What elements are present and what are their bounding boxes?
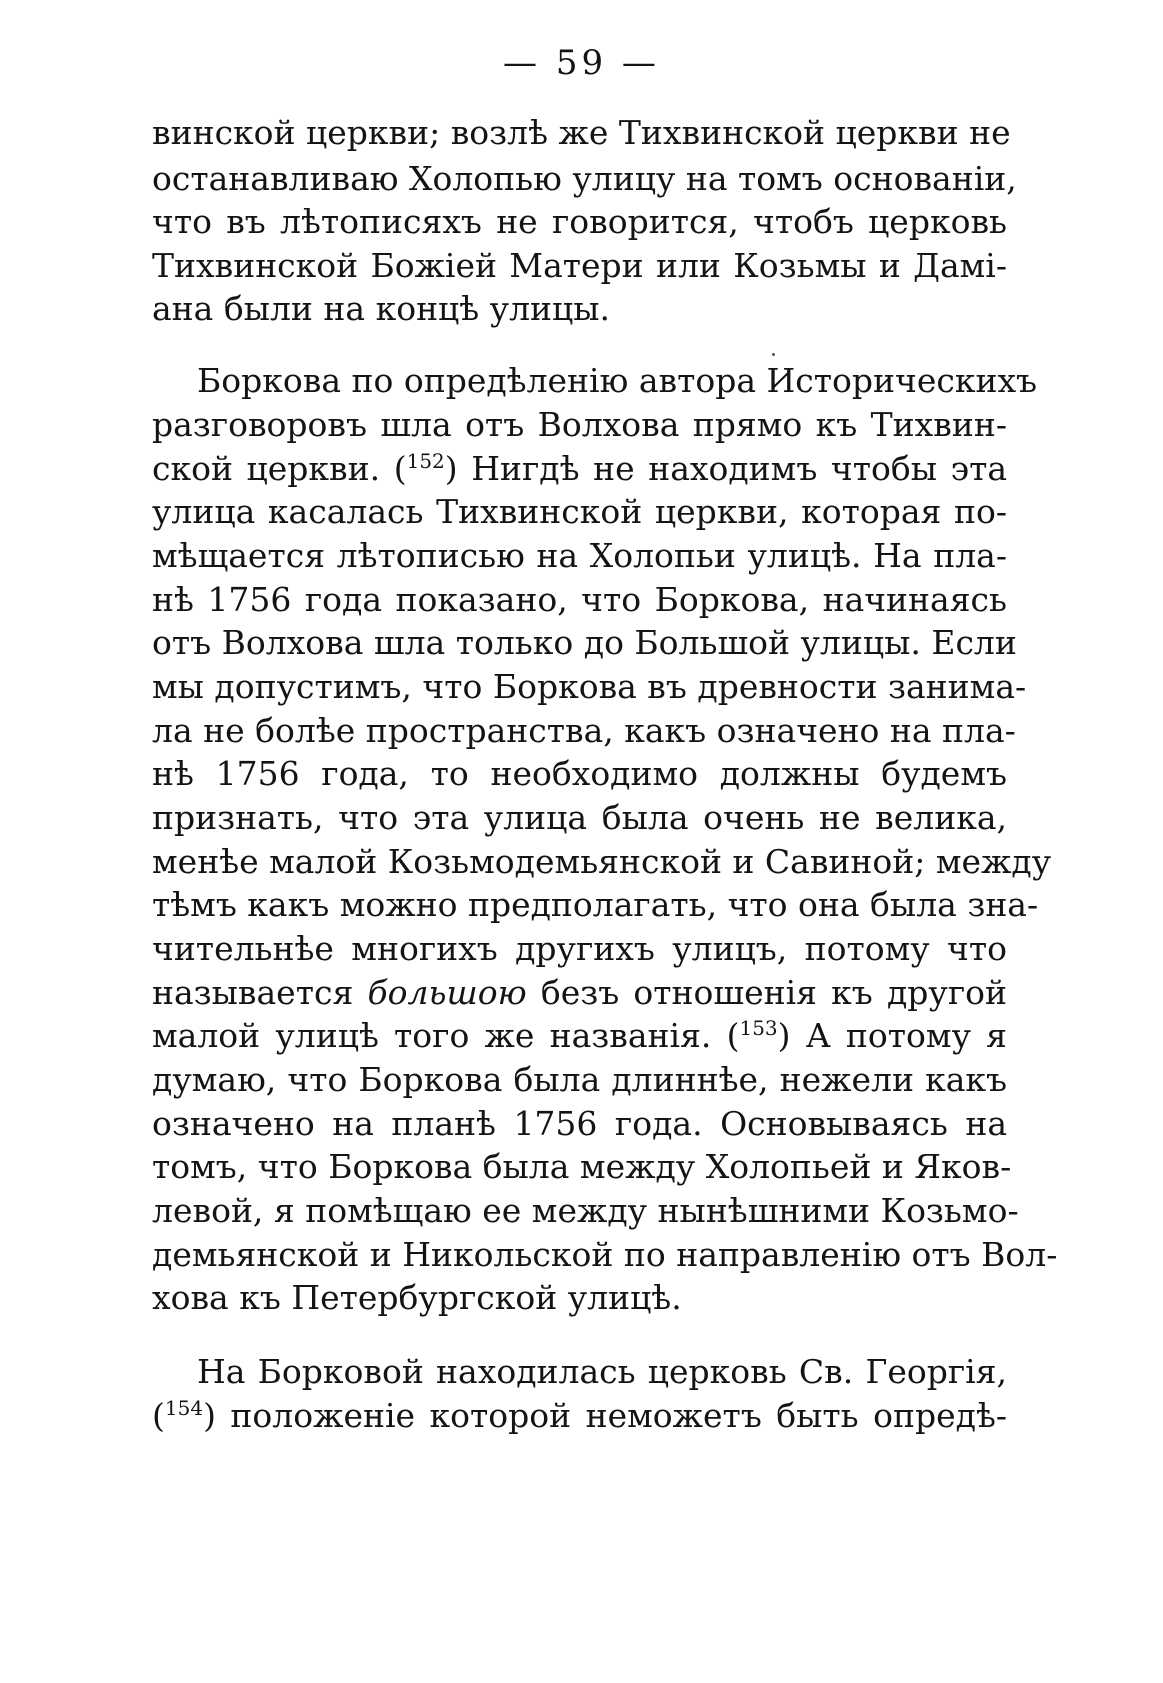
text-line: ла не болѣе пространства, какъ означено на пла-: [152, 711, 1016, 750]
text-line-with-emphasis: [152, 970, 1007, 1016]
text-line-with-footnote: [152, 1393, 1007, 1439]
text-line: левой, я помѣщаю ее между нынѣшними Козьмо-: [152, 1191, 1019, 1230]
text-line: томъ, что Боркова была между Холопьей и Яков-: [152, 1147, 1012, 1186]
text-line: Тихвинской Божіей Матери или Козьмы и Дамі-: [152, 246, 1007, 285]
text-line: тѣмъ какъ можно предполагать, что она была зна-: [152, 885, 1039, 924]
text-segment: ) положеніе которой неможетъ быть опредѣ-: [203, 1396, 1007, 1435]
text-line: демьянской и Никольской по направленію отъ Вол-: [152, 1235, 1058, 1274]
text-segment: безъ отношенія къ другой: [526, 973, 1007, 1012]
text-line: ана были на концѣ улицы.: [152, 289, 611, 328]
text-segment: ской церкви. (: [152, 449, 407, 488]
text-segment: ) А потому я: [777, 1016, 1007, 1055]
emphasized-word: большою: [367, 973, 527, 1012]
text-line: разговоровъ шла отъ Волхова прямо къ Тихвин-: [152, 405, 1007, 444]
page-number: — 59 —: [503, 43, 660, 83]
text-line: признать, что эта улица была очень не велика,: [152, 798, 1007, 837]
text-line-with-footnote: [152, 446, 1007, 492]
text-line: мѣщается лѣтописью на Холопьи улицѣ. На пла-: [152, 536, 1007, 575]
ink-speck: [772, 353, 775, 356]
text-segment: называется: [152, 973, 368, 1012]
text-line: На Борковой находилась церковь Св. Георгія,: [197, 1352, 1007, 1391]
text-line: мы допустимъ, что Боркова въ древности занима-: [152, 667, 1027, 706]
text-line: нѣ 1756 года показано, что Боркова, начинаясь: [152, 580, 1007, 619]
text-line: чительнѣе многихъ другихъ улицъ, потому что: [152, 929, 1007, 968]
text-line: Боркова по опредѣленію автора Историческихъ: [197, 361, 1038, 400]
text-line: отъ Волхова шла только до Большой улицы. Если: [152, 623, 1017, 662]
text-line: хова къ Петербургской улицѣ.: [152, 1278, 682, 1317]
footnote-ref: 154: [164, 1396, 204, 1420]
text-segment: малой улицѣ того же названія. (: [152, 1016, 740, 1055]
footnote-ref: 153: [739, 1016, 778, 1040]
text-line-with-footnote: [152, 1013, 1007, 1059]
text-line: означено на планѣ 1756 года. Основываясь на: [152, 1104, 1007, 1143]
text-line: менѣе малой Козьмодемьянской и Савиной; между: [152, 842, 1052, 881]
text-line: думаю, что Боркова была длиннѣе, нежели какъ: [152, 1060, 1007, 1099]
text-line: останавливаю Холопью улицу на томъ основаніи,: [152, 159, 1017, 198]
text-line: нѣ 1756 года, то необходимо должны будемъ: [152, 754, 1007, 793]
text-segment: ) Нигдѣ не находимъ чтобы эта: [444, 449, 1008, 488]
text-segment: (: [152, 1396, 165, 1435]
text-line: винской церкви; возлѣ же Тихвинской церкви не: [152, 113, 1011, 152]
footnote-ref: 152: [406, 449, 445, 473]
text-line: что въ лѣтописяхъ не говорится, чтобъ церковь: [152, 202, 1007, 241]
text-line: улица касалась Тихвинской церкви, которая по-: [152, 492, 1007, 531]
